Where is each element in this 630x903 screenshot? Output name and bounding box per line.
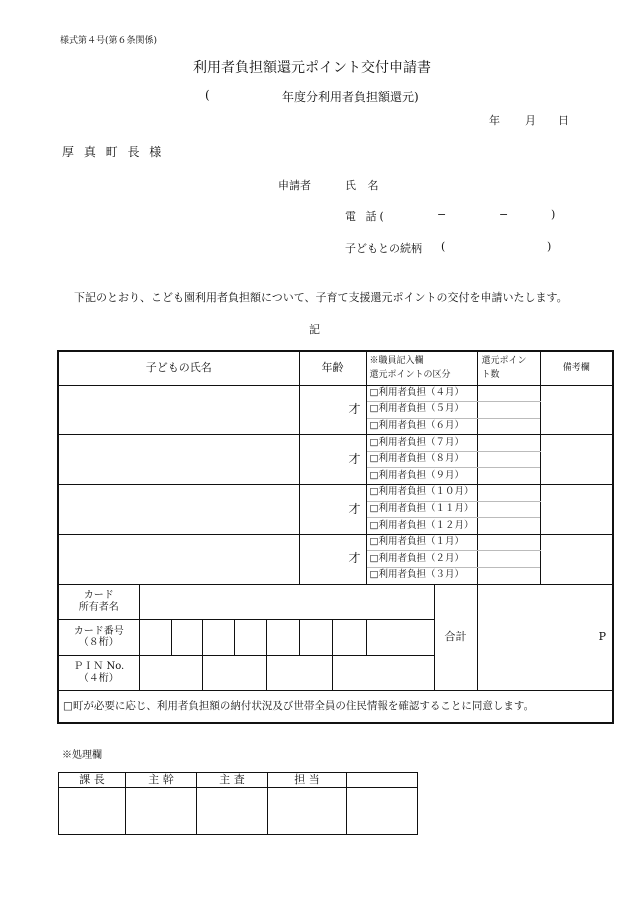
category-row[interactable]: □利用者負担（７月） bbox=[366, 435, 477, 452]
header-staff bbox=[366, 351, 477, 385]
card-number-line1: カード番号 bbox=[73, 625, 124, 637]
points-cell[interactable] bbox=[477, 385, 540, 402]
category-row[interactable]: □利用者負担（５月） bbox=[366, 402, 477, 419]
proc-header-blank bbox=[347, 773, 418, 788]
age-cell[interactable]: 才 bbox=[299, 385, 366, 435]
category-row[interactable]: □利用者負担（４月） bbox=[366, 385, 477, 402]
child-name-cell[interactable] bbox=[58, 385, 299, 435]
date-day: 日 bbox=[558, 114, 569, 127]
application-table bbox=[57, 350, 614, 724]
points-cell[interactable] bbox=[477, 501, 540, 518]
category-row[interactable]: □利用者負担（３月） bbox=[366, 568, 477, 585]
age-cell[interactable]: 才 bbox=[299, 485, 366, 535]
proc-stamp-cell[interactable] bbox=[347, 788, 418, 835]
proc-stamp-cell[interactable] bbox=[126, 788, 197, 835]
header-staff-line1: ※職員記入欄 bbox=[369, 355, 424, 366]
card-digit[interactable] bbox=[332, 619, 366, 655]
total-label: 合計 bbox=[434, 584, 477, 690]
processing-table bbox=[58, 772, 418, 835]
points-cell[interactable] bbox=[477, 485, 540, 502]
proc-stamp-cell[interactable] bbox=[268, 788, 347, 835]
age-cell[interactable]: 才 bbox=[299, 534, 366, 584]
header-points-line1: 還元ポイン bbox=[481, 355, 527, 366]
relation-open: ( bbox=[441, 240, 446, 253]
card-digit[interactable] bbox=[266, 619, 299, 655]
page-title: 利用者負担額還元ポイント交付申請書 bbox=[193, 60, 431, 76]
ki-mark: 記 bbox=[309, 323, 320, 336]
pin-digit[interactable] bbox=[266, 655, 332, 690]
phone-dash-1: − bbox=[437, 208, 447, 221]
relation-label: 子どもとの続柄 bbox=[345, 242, 422, 255]
category-row[interactable]: □利用者負担（１月） bbox=[366, 534, 477, 551]
points-cell[interactable] bbox=[477, 468, 540, 485]
category-row[interactable]: □利用者負担（２月） bbox=[366, 551, 477, 568]
pin-digit[interactable] bbox=[139, 655, 202, 690]
card-digit[interactable] bbox=[366, 619, 434, 655]
proc-header-kacho: 課 長 bbox=[59, 773, 126, 788]
category-row[interactable]: □利用者負担（９月） bbox=[366, 468, 477, 485]
card-holder-line2: 所有者名 bbox=[78, 601, 119, 613]
category-row[interactable]: □利用者負担（１０月） bbox=[366, 485, 477, 502]
card-holder-line1: カード bbox=[83, 590, 114, 602]
category-row[interactable]: □利用者負担（１１月） bbox=[366, 501, 477, 518]
points-cell[interactable] bbox=[477, 518, 540, 535]
card-holder-input[interactable] bbox=[139, 584, 434, 619]
child-name-cell[interactable] bbox=[58, 435, 299, 485]
addressee: 厚 真 町 長 様 bbox=[62, 145, 165, 159]
card-number-label bbox=[58, 619, 139, 655]
pin-line1: ＰＩＮ No. bbox=[73, 661, 125, 673]
pin-digit[interactable] bbox=[332, 655, 434, 690]
header-age: 年齢 bbox=[299, 351, 366, 385]
remarks-cell[interactable] bbox=[540, 385, 613, 435]
header-points-line2: ト数 bbox=[481, 370, 500, 381]
fiscal-open: ( bbox=[205, 88, 210, 102]
remarks-cell[interactable] bbox=[540, 485, 613, 535]
card-digit[interactable] bbox=[171, 619, 202, 655]
relation-close: ) bbox=[547, 240, 552, 253]
form-number: 様式第４号(第６条関係) bbox=[60, 36, 158, 46]
points-cell[interactable] bbox=[477, 418, 540, 435]
proc-header-tanto: 担 当 bbox=[268, 773, 347, 788]
remarks-cell[interactable] bbox=[540, 534, 613, 584]
proc-header-shusa: 主 査 bbox=[197, 773, 268, 788]
phone-close: ) bbox=[551, 208, 556, 221]
pin-digit[interactable] bbox=[202, 655, 266, 690]
card-holder-label bbox=[58, 584, 139, 619]
phone-dash-2: − bbox=[499, 208, 509, 221]
card-number-line2: （８桁） bbox=[78, 637, 119, 649]
processing-label: ※処理欄 bbox=[62, 750, 102, 761]
points-cell[interactable] bbox=[477, 568, 540, 585]
category-row[interactable]: □利用者負担（８月） bbox=[366, 451, 477, 468]
category-row[interactable]: □利用者負担（１２月） bbox=[366, 518, 477, 535]
total-points[interactable]: P bbox=[477, 584, 613, 690]
points-cell[interactable] bbox=[477, 534, 540, 551]
pin-line2: （４桁） bbox=[78, 672, 119, 684]
phone-label: 電 話( bbox=[345, 210, 387, 223]
proc-stamp-cell[interactable] bbox=[197, 788, 268, 835]
card-digit[interactable] bbox=[202, 619, 234, 655]
header-remarks: 備考欄 bbox=[540, 351, 613, 385]
name-label: 氏 名 bbox=[345, 179, 383, 192]
consent-checkbox[interactable]: □町が必要に応じ、利用者負担額の納付状況及び世帯全員の住民情報を確認することに同意します。 bbox=[58, 690, 613, 723]
points-cell[interactable] bbox=[477, 451, 540, 468]
points-cell[interactable] bbox=[477, 551, 540, 568]
pin-label bbox=[58, 655, 139, 690]
child-name-cell[interactable] bbox=[58, 485, 299, 535]
statement: 下記のとおり、こども園利用者負担額について、子育て支援還元ポイントの交付を申請いたします。 bbox=[74, 291, 568, 304]
applicant-label: 申請者 bbox=[278, 179, 311, 192]
card-digit[interactable] bbox=[234, 619, 266, 655]
header-child-name: 子どもの氏名 bbox=[58, 351, 299, 385]
age-cell[interactable]: 才 bbox=[299, 435, 366, 485]
card-digit[interactable] bbox=[139, 619, 171, 655]
remarks-cell[interactable] bbox=[540, 435, 613, 485]
date-year: 年 bbox=[489, 114, 500, 127]
child-name-cell[interactable] bbox=[58, 534, 299, 584]
fiscal-text: 年度分利用者負担額還元) bbox=[282, 90, 419, 104]
header-staff-line2: 還元ポイントの区分 bbox=[369, 370, 451, 381]
header-points bbox=[477, 351, 540, 385]
points-cell[interactable] bbox=[477, 435, 540, 452]
category-row[interactable]: □利用者負担（６月） bbox=[366, 418, 477, 435]
points-cell[interactable] bbox=[477, 402, 540, 419]
date-month: 月 bbox=[525, 114, 536, 127]
proc-header-shukan: 主 幹 bbox=[126, 773, 197, 788]
proc-stamp-cell[interactable] bbox=[59, 788, 126, 835]
card-digit[interactable] bbox=[299, 619, 332, 655]
